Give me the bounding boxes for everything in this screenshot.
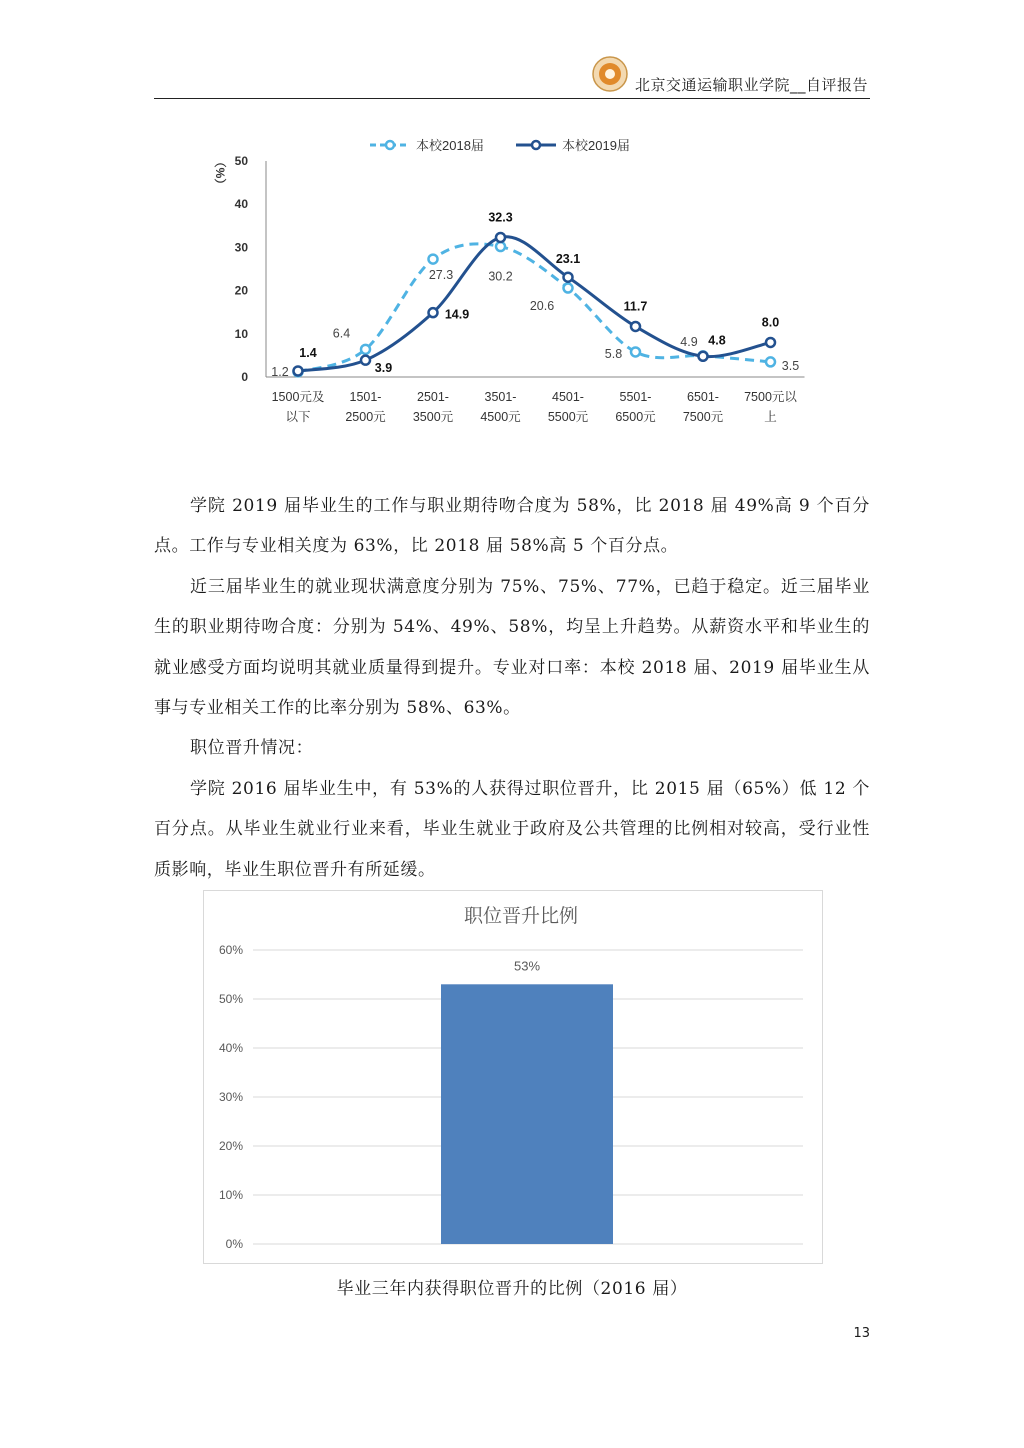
y-tick-label: 30% <box>218 1090 243 1104</box>
paragraph-job-match: 学院 2019 届毕业生的工作与职业期待吻合度为 58%，比 2018 届 49%高 9 个百分点。工作与专业相关度为 63%，比 2018 届 58%高 5 个百分点。 <box>154 496 870 557</box>
x-tick-label: 4500元 <box>480 410 521 424</box>
y-tick-label: 60% <box>218 943 243 957</box>
data-label: 6.4 <box>332 326 351 341</box>
x-tick-label: 6500元 <box>615 410 656 424</box>
paragraph-promotion: 学院 2016 届毕业生中，有 53%的人获得过职位晋升，比 2015 届（65%）低 12 个百分点。从毕业生就业行业来看，毕业生就业于政府及公共管理的比例相对较高，受行业性质影响，毕业生职位晋升有所延缓。 <box>154 778 870 880</box>
x-tick-label: 6501- <box>687 390 719 404</box>
legend-marker <box>532 141 540 149</box>
data-label: 3.9 <box>374 361 393 376</box>
bar-value-label: 53% <box>513 958 541 974</box>
y-tick-label: 50% <box>218 992 243 1006</box>
data-point <box>766 338 775 347</box>
data-label: 30.2 <box>488 269 513 284</box>
data-point <box>429 308 438 317</box>
header-title: 北京交通运输职业学院__自评报告 <box>634 76 868 94</box>
salary-distribution-line-chart <box>200 128 820 438</box>
data-label: 3.5 <box>781 358 800 373</box>
data-label: 4.8 <box>708 333 726 348</box>
legend-marker <box>386 141 394 149</box>
data-point <box>429 255 438 264</box>
data-label: 23.1 <box>555 252 581 267</box>
data-label: 4.9 <box>680 334 698 349</box>
figure-caption: 毕业三年内获得职位晋升的比例（2016 届） <box>336 1279 688 1299</box>
x-tick-label: 1500元及 <box>271 390 325 404</box>
y-tick-label: 10 <box>234 326 248 341</box>
data-label: 1.4 <box>299 345 317 360</box>
x-tick-label: 上 <box>764 410 777 424</box>
page-number: 13 <box>853 1326 870 1341</box>
x-tick-label: 7500元 <box>682 410 724 424</box>
y-tick-label: 10% <box>218 1188 243 1202</box>
data-point <box>496 242 505 251</box>
x-tick-label: 5500元 <box>547 410 589 424</box>
college-logo-icon <box>592 56 628 92</box>
bar <box>441 984 613 1244</box>
x-tick-label: 5501- <box>619 390 652 404</box>
y-tick-label: 0% <box>225 1237 243 1251</box>
data-point <box>564 273 573 282</box>
page-header <box>154 56 870 99</box>
promotion-ratio-bar-chart <box>203 890 823 1264</box>
legend-label: 本校2019届 <box>562 138 630 153</box>
data-label: 1.2 <box>271 364 289 379</box>
data-label: 27.3 <box>428 268 454 283</box>
x-tick-label: 1501- <box>349 390 382 404</box>
y-tick-label: 20 <box>234 283 248 298</box>
data-point <box>766 357 775 366</box>
y-axis-label: （%） <box>213 155 227 191</box>
x-tick-label: 4501- <box>552 390 584 404</box>
data-label: 14.9 <box>444 307 470 322</box>
data-point <box>361 356 370 365</box>
paragraph-satisfaction: 近三届毕业生的就业现状满意度分别为 75%、75%、77%，已趋于稳定。近三届毕业生的职业期待吻合度：分别为 54%、49%、58%，均呈上升趋势。从薪资水平和毕业生的就业感受方面均说明其就业质量得到提升。专业对口率：本校 2018 届、2019 届毕业生从事与专业相关工作的比率分别为 58%、63%。 <box>154 576 870 719</box>
x-tick-label: 2501- <box>417 390 449 404</box>
x-tick-label: 3500元 <box>412 410 454 424</box>
data-label: 5.8 <box>604 346 623 361</box>
data-point <box>361 345 370 354</box>
x-tick-label: 7500元以 <box>744 390 797 404</box>
y-tick-label: 20% <box>218 1139 243 1153</box>
data-point <box>631 322 640 331</box>
x-tick-label: 3501- <box>484 390 517 404</box>
y-tick-label: 40% <box>218 1041 243 1055</box>
y-tick-label: 40 <box>234 197 248 212</box>
y-tick-label: 0 <box>241 370 248 384</box>
data-label: 32.3 <box>488 210 513 225</box>
data-point <box>496 233 505 242</box>
body-text <box>154 486 870 890</box>
data-point <box>699 352 708 361</box>
x-tick-label: 以下 <box>285 410 311 424</box>
x-tick-label: 2500元 <box>345 410 386 424</box>
data-label: 20.6 <box>529 299 555 314</box>
legend-label: 本校2018届 <box>416 138 484 153</box>
data-point <box>564 284 573 293</box>
y-tick-label: 30 <box>234 240 248 255</box>
y-tick-label: 50 <box>234 154 248 168</box>
data-point <box>631 347 640 356</box>
data-point <box>294 366 303 375</box>
chart-title: 职位晋升比例 <box>463 906 579 927</box>
paragraph-promotion-heading: 职位晋升情况： <box>190 738 314 759</box>
data-label: 11.7 <box>623 299 648 314</box>
data-label: 8.0 <box>761 315 780 330</box>
